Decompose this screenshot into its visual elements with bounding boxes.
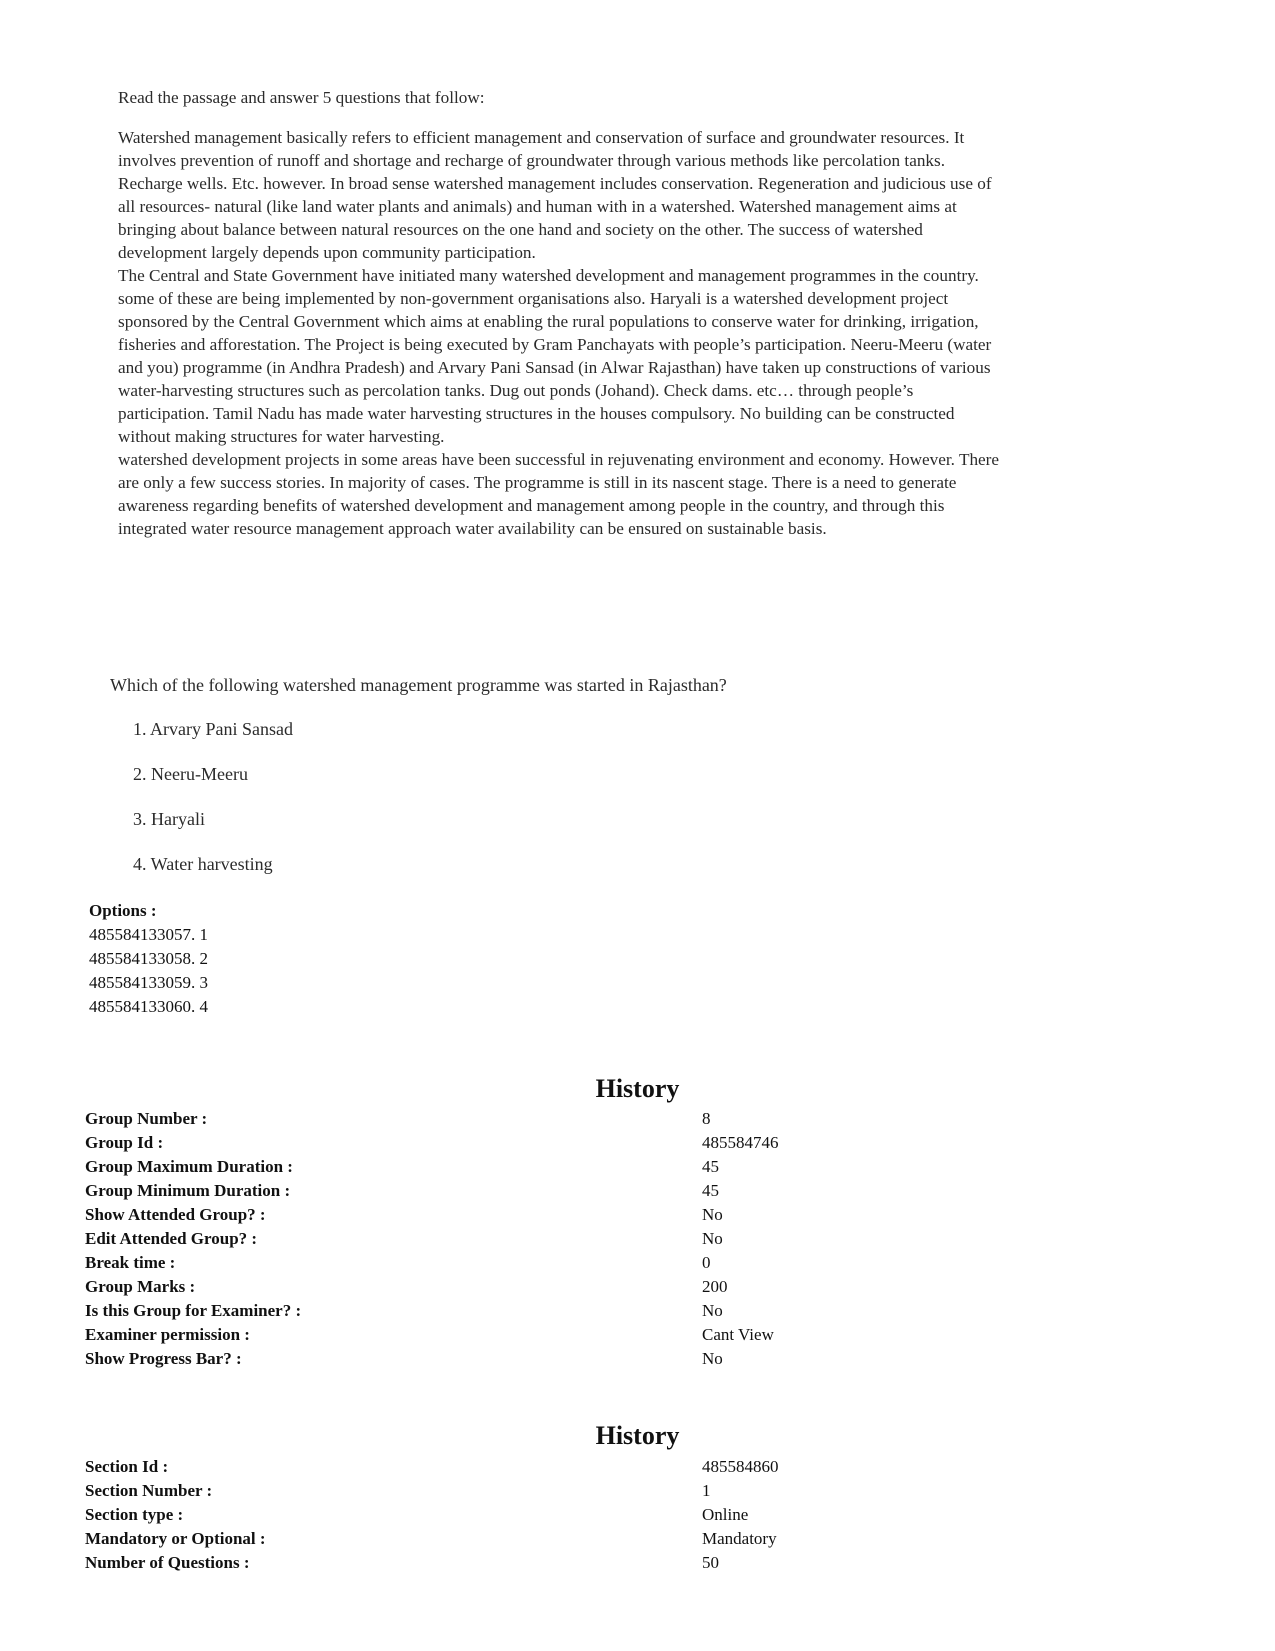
detail-key: Examiner permission : (85, 1325, 250, 1344)
question-text: Which of the following watershed management programme was started in Rajasthan? (110, 675, 727, 695)
option-id: 485584133059. 3 (89, 973, 208, 992)
passage-paragraph: Watershed management basically refers to efficient management and conservation of surface and groundwater resources. It involves prevention of runoff and shortage and recharge of groundwater through various methods like percolation tanks. Recharge wells. Etc. however. In broad sense watershed management includes conservation. Regeneration and judicious use of all resources- natural (like land water plants and animals) and human with in a watershed. Watershed management aims at bringing about balance between natural resources on the one hand and society on the other. The success of watershed development largely depends upon community participation. (118, 128, 992, 262)
detail-row (85, 1479, 1185, 1503)
detail-row (85, 1227, 1185, 1251)
detail-row (85, 1299, 1185, 1323)
detail-key: Is this Group for Examiner? : (85, 1301, 302, 1320)
detail-value: 485584746 (702, 1133, 779, 1152)
detail-value: 0 (702, 1253, 711, 1272)
answer-choice: 1. Arvary Pani Sansad (133, 719, 293, 739)
detail-row (85, 1275, 1185, 1299)
passage-image (118, 86, 1008, 540)
detail-value: Mandatory (702, 1529, 777, 1548)
detail-row (85, 1155, 1185, 1179)
detail-value: No (702, 1229, 723, 1248)
detail-value: Cant View (702, 1325, 774, 1344)
detail-key: Section type : (85, 1505, 184, 1524)
detail-key: Section Number : (85, 1481, 213, 1500)
detail-key: Group Marks : (85, 1277, 196, 1296)
detail-key: Edit Attended Group? : (85, 1229, 258, 1248)
detail-key: Mandatory or Optional : (85, 1529, 266, 1548)
group-details (85, 1107, 1185, 1371)
detail-row (85, 1179, 1185, 1203)
passage-intro: Read the passage and answer 5 questions that follow: (118, 88, 485, 107)
passage-paragraph: watershed development projects in some areas have been successful in rejuvenating environment and economy. However. There are only a few success stories. In majority of cases. The programme is still in its nascent stage. There is a need to generate awareness regarding benefits of watershed development and management among people in the country, and through this integrated water resource management approach water availability can be ensured on sustainable basis. (118, 450, 1000, 538)
section-details (85, 1455, 1185, 1575)
detail-row (85, 1203, 1185, 1227)
detail-row (85, 1551, 1185, 1575)
detail-key: Show Progress Bar? : (85, 1349, 242, 1368)
detail-value: Online (702, 1505, 749, 1524)
detail-row (85, 1503, 1185, 1527)
detail-key: Section Id : (85, 1457, 169, 1476)
detail-key: Group Number : (85, 1109, 208, 1128)
detail-row (85, 1131, 1185, 1155)
detail-value: 45 (702, 1157, 719, 1176)
detail-value: 8 (702, 1109, 711, 1128)
detail-key: Group Minimum Duration : (85, 1181, 291, 1200)
detail-value: 485584860 (702, 1457, 779, 1476)
detail-value: No (702, 1301, 723, 1320)
answer-choice: 4. Water harvesting (133, 854, 273, 874)
detail-row (85, 1323, 1185, 1347)
options-label: Options : (89, 901, 157, 920)
answer-choice: 3. Haryali (133, 809, 205, 829)
answer-choice: 2. Neeru-Meeru (133, 764, 248, 784)
detail-key: Group Id : (85, 1133, 164, 1152)
detail-row (85, 1455, 1185, 1479)
options-block (89, 899, 208, 1019)
detail-row (85, 1107, 1185, 1131)
detail-value: 50 (702, 1553, 719, 1572)
section-title: History (595, 1421, 680, 1450)
passage-paragraph: The Central and State Government have initiated many watershed development and management programmes in the country. some of these are being implemented by non-government organisations also. Haryali is a watershed development project sponsored by the Central Government which aims at enabling the rural populations to conserve water for drinking, irrigation, fisheries and afforestation. The Project is being executed by Gram Panchayats with people’s participation. Neeru-Meeru (water and you) programme (in Andhra Pradesh) and Arvary Pani Sansad (in Alwar Rajasthan) have taken up constructions of various water-harvesting structures such as percolation tanks. Dug out ponds (Johand). Check dams. etc… through people’s participation. Tamil Nadu has made water harvesting structures in the houses compulsory. No building can be constructed without making structures for water harvesting. (118, 266, 992, 446)
option-id: 485584133057. 1 (89, 925, 208, 944)
answer-list (133, 717, 293, 897)
detail-key: Show Attended Group? : (85, 1205, 266, 1224)
option-id: 485584133060. 4 (89, 997, 208, 1016)
detail-value: 45 (702, 1181, 719, 1200)
detail-key: Group Maximum Duration : (85, 1157, 293, 1176)
detail-value: 200 (702, 1277, 728, 1296)
detail-row (85, 1527, 1185, 1551)
detail-row (85, 1251, 1185, 1275)
detail-value: No (702, 1205, 723, 1224)
detail-key: Number of Questions : (85, 1553, 250, 1572)
detail-row (85, 1347, 1185, 1371)
option-id: 485584133058. 2 (89, 949, 208, 968)
detail-value: 1 (702, 1481, 711, 1500)
detail-key: Break time : (85, 1253, 176, 1272)
group-title: History (595, 1074, 680, 1103)
detail-value: No (702, 1349, 723, 1368)
